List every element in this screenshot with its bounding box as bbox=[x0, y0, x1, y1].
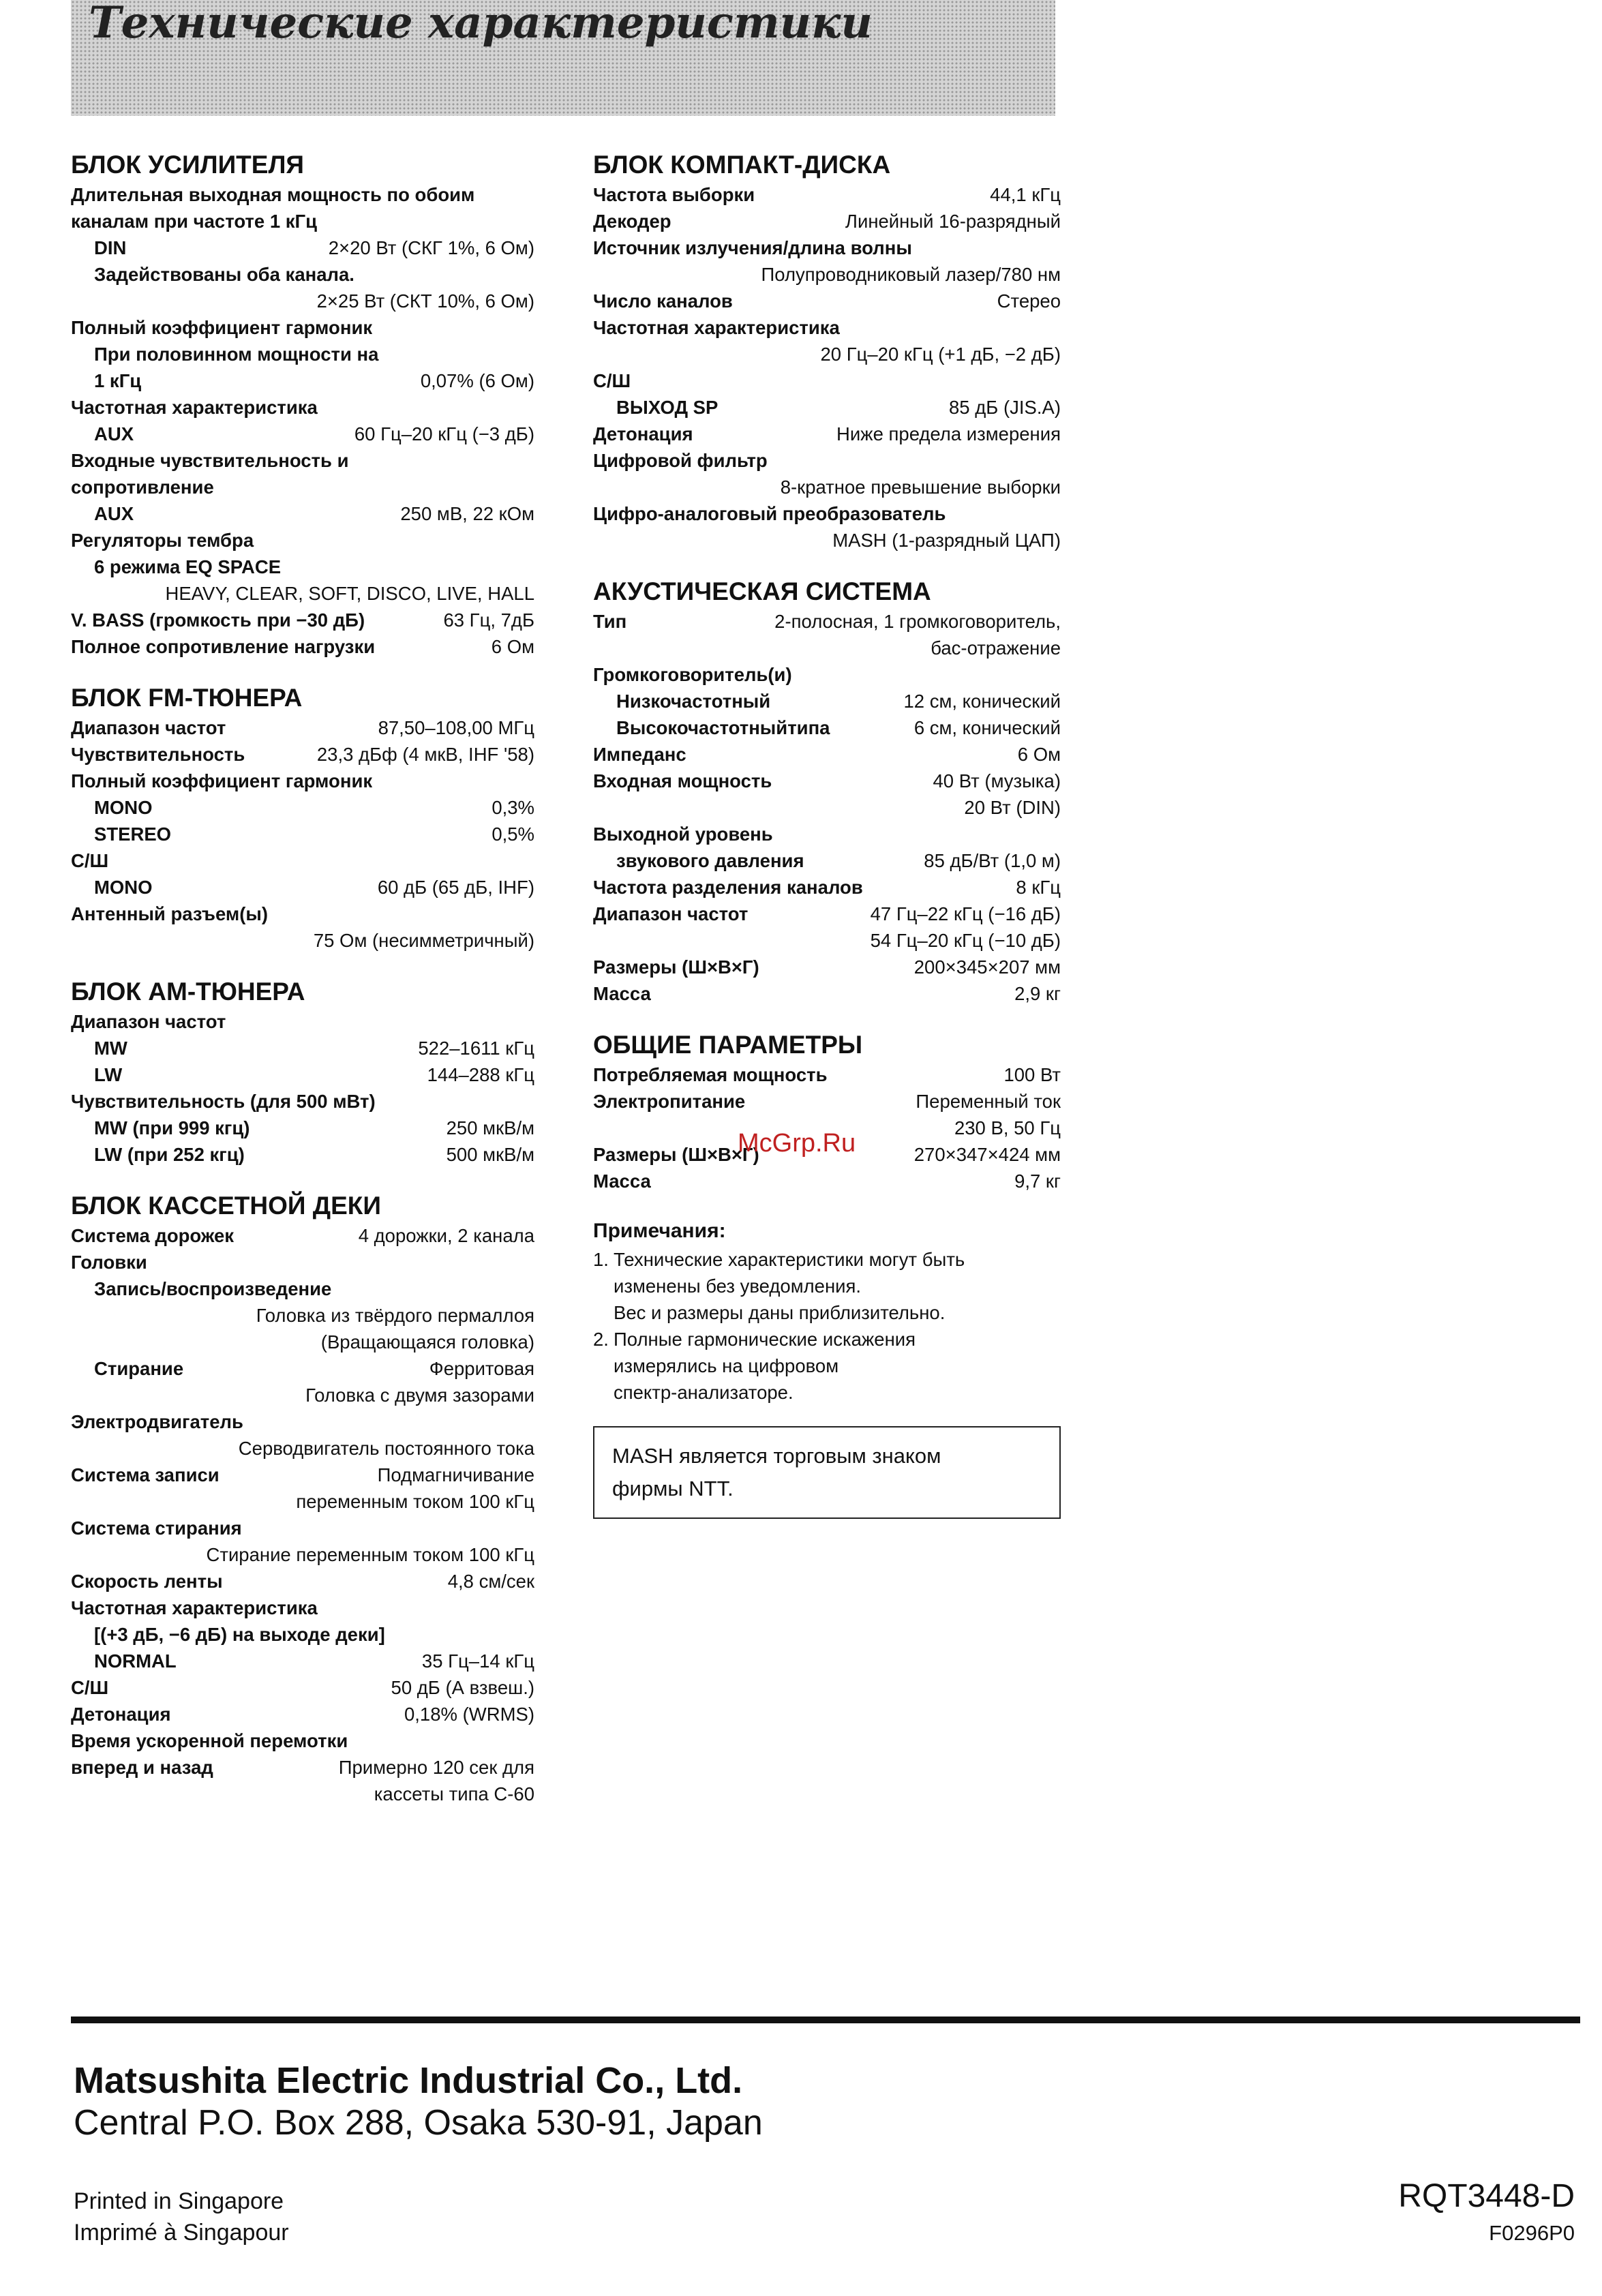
printed-fr: Imprimé à Singapour bbox=[74, 2220, 289, 2246]
document-subcode: F0296P0 bbox=[1489, 2221, 1575, 2245]
spec-value: 8 кГц bbox=[1016, 877, 1061, 898]
spec-row bbox=[593, 741, 1061, 768]
spec-row bbox=[593, 874, 1061, 901]
spec-row bbox=[71, 1648, 534, 1674]
spec-row bbox=[593, 1168, 1061, 1194]
spec-label: вперед и назад bbox=[71, 1757, 213, 1778]
spec-label: Система дорожек bbox=[71, 1225, 235, 1246]
spec-value: 200×345×207 мм bbox=[913, 956, 1061, 978]
spec-row bbox=[71, 1222, 534, 1249]
spec-value: 100 Вт bbox=[1003, 1064, 1061, 1085]
spec-label: DIN bbox=[94, 237, 127, 258]
section-general bbox=[593, 1029, 1061, 1194]
spec-row bbox=[71, 633, 534, 660]
spec-label: LW bbox=[94, 1064, 123, 1085]
spec-value: 44,1 кГц bbox=[990, 184, 1061, 205]
spec-label: Диапазон частот bbox=[71, 1011, 226, 1032]
spec-label: Масса bbox=[593, 983, 651, 1004]
spec-row bbox=[71, 1674, 534, 1701]
note-text: Технические характеристики могут быть изменены без уведомления. Вес и размеры даны приблизительно. bbox=[614, 1249, 965, 1323]
note-item bbox=[593, 1326, 1061, 1406]
spec-value: 6 Ом bbox=[491, 636, 534, 657]
spec-row bbox=[593, 954, 1061, 980]
spec-label: Чувствительность (для 500 мВт) bbox=[71, 1091, 376, 1112]
spec-value: (Вращающаяся головка) bbox=[320, 1331, 534, 1353]
company-address: Central P.O. Box 288, Osaka 530-91, Japan bbox=[74, 2103, 763, 2143]
spec-label: Задействованы оба канала. bbox=[94, 264, 354, 285]
spec-row bbox=[71, 421, 534, 447]
spec-label: Размеры (Ш×В×Г) bbox=[593, 1144, 759, 1165]
spec-value: 6 Ом bbox=[1017, 744, 1061, 765]
spec-value: 0,5% bbox=[492, 824, 534, 845]
spec-row bbox=[593, 980, 1061, 1007]
spec-label: Цифровой фильтр bbox=[593, 450, 768, 471]
spec-label: Входная мощность bbox=[593, 770, 772, 791]
spec-value: Стерео bbox=[997, 290, 1061, 312]
spec-row bbox=[593, 394, 1061, 421]
spec-label: Частотная характеристика bbox=[71, 397, 318, 418]
spec-label: MONO bbox=[94, 797, 153, 818]
spec-value: 8-кратное превышение выборки bbox=[780, 477, 1061, 498]
spec-value: 85 дБ/Вт (1,0 м) bbox=[924, 850, 1061, 871]
notes bbox=[593, 1216, 1061, 1406]
spec-label: Громкоговоритель(и) bbox=[593, 664, 792, 685]
spec-label: С/Ш bbox=[71, 1677, 109, 1698]
spec-label: С/Ш bbox=[593, 370, 631, 391]
spec-value: 2,9 кг bbox=[1014, 983, 1061, 1004]
spec-label: С/Ш bbox=[71, 850, 109, 871]
spec-label: V. BASS (громкость при −30 дБ) bbox=[71, 609, 365, 631]
spec-value: Переменный ток bbox=[916, 1091, 1061, 1112]
spec-value: Ниже предела измерения bbox=[836, 423, 1061, 444]
note-text: Полные гармонические искажения измерялись на цифровом спектр-анализаторе. bbox=[614, 1329, 916, 1403]
left-column bbox=[71, 149, 534, 1829]
spec-label: Регуляторы тембра bbox=[71, 530, 254, 551]
spec-value: 2×20 Вт (СКГ 1%, 6 Ом) bbox=[328, 237, 534, 258]
spec-value: 85 дБ (JIS.A) bbox=[949, 397, 1061, 418]
spec-value: 20 Вт (DIN) bbox=[964, 797, 1061, 818]
spec-row bbox=[593, 421, 1061, 447]
spec-row bbox=[71, 1141, 534, 1168]
spec-label: STEREO bbox=[94, 824, 172, 845]
spec-label: Число каналов bbox=[593, 290, 733, 312]
spec-label: Входные чувствительность и bbox=[71, 450, 349, 471]
spec-row bbox=[593, 847, 1061, 874]
mash-trademark-box: MASH является торговым знаком фирмы NTT. bbox=[593, 1426, 1061, 1519]
spec-label: Система стирания bbox=[71, 1517, 242, 1539]
spec-value: 75 Ом (несимметричный) bbox=[313, 930, 534, 951]
section-title: БЛОК КОМПАКТ-ДИСКА bbox=[593, 151, 891, 179]
spec-label: ВЫХОД SP bbox=[616, 397, 719, 418]
notes-title: Примечания: bbox=[593, 1220, 726, 1242]
spec-label: Детонация bbox=[71, 1704, 171, 1725]
spec-value: 50 дБ (А взвеш.) bbox=[391, 1677, 534, 1698]
spec-label: Электропитание bbox=[593, 1091, 746, 1112]
spec-value: 12 см, конический bbox=[903, 691, 1061, 712]
spec-value: 9,7 кг bbox=[1014, 1170, 1061, 1192]
spec-value: 47 Гц–22 кГц (−16 дБ) bbox=[870, 903, 1061, 924]
spec-row bbox=[593, 608, 1061, 635]
spec-row bbox=[71, 874, 534, 901]
spec-row bbox=[71, 1568, 534, 1595]
page-title: Технические характеристики bbox=[89, 0, 873, 48]
spec-value: 23,3 дБф (4 мкВ, IHF '58) bbox=[316, 744, 534, 765]
spec-label: Частота выборки bbox=[593, 184, 755, 205]
spec-row bbox=[71, 794, 534, 821]
spec-label: При половинном мощности на bbox=[94, 344, 379, 365]
section-amplifier bbox=[71, 149, 534, 660]
right-column bbox=[593, 149, 1061, 1519]
spec-row bbox=[593, 901, 1061, 927]
spec-label: 1 кГц bbox=[94, 370, 142, 391]
spec-value: 4 дорожки, 2 канала bbox=[358, 1225, 534, 1246]
spec-value: 6 см, конический bbox=[913, 717, 1061, 738]
spec-value: HEAVY, CLEAR, SOFT, DISCO, LIVE, HALL bbox=[165, 583, 534, 604]
spec-value: Стирание переменным током 100 кГц bbox=[206, 1544, 534, 1565]
spec-label: сопротивление bbox=[71, 477, 214, 498]
spec-label: Диапазон частот bbox=[71, 717, 226, 738]
spec-value: Подмагничивание bbox=[377, 1464, 534, 1485]
spec-label: звукового давления bbox=[616, 850, 804, 871]
spec-row bbox=[71, 714, 534, 741]
spec-value: Ферритовая bbox=[429, 1358, 534, 1379]
spec-value: 4,8 см/сек bbox=[447, 1571, 534, 1592]
spec-row bbox=[71, 1462, 534, 1488]
spec-list bbox=[71, 181, 534, 660]
spec-row bbox=[593, 688, 1061, 714]
spec-label: Выходной уровень bbox=[593, 824, 773, 845]
spec-label: Декодер bbox=[593, 211, 671, 232]
spec-label: Низкочастотный bbox=[616, 691, 771, 712]
section-cassette-deck bbox=[71, 1190, 534, 1807]
section-title: БЛОК АМ-ТЮНЕРА bbox=[71, 978, 305, 1006]
spec-list bbox=[593, 181, 1061, 554]
section-title: АКУСТИЧЕСКАЯ СИСТЕМА bbox=[593, 577, 931, 605]
spec-list bbox=[71, 1222, 534, 1807]
spec-label: LW (при 252 кгц) bbox=[94, 1144, 245, 1165]
spec-label: каналам при частоте 1 кГц bbox=[71, 211, 318, 232]
spec-label: Частотная характеристика bbox=[593, 317, 840, 338]
spec-value: 35 Гц–14 кГц bbox=[421, 1650, 534, 1672]
document-code: RQT3448-D bbox=[1398, 2178, 1575, 2214]
spec-list bbox=[71, 714, 534, 954]
footer-rule bbox=[71, 2016, 1580, 2023]
note-number: 2. bbox=[593, 1329, 609, 1350]
spec-row bbox=[71, 1754, 534, 1781]
spec-value: 63 Гц, 7дБ bbox=[443, 609, 534, 631]
spec-row bbox=[71, 1355, 534, 1382]
spec-row bbox=[71, 500, 534, 527]
spec-value: 40 Вт (музыка) bbox=[933, 770, 1061, 791]
spec-value: 60 дБ (65 дБ, IHF) bbox=[377, 877, 534, 898]
spec-row bbox=[71, 1115, 534, 1141]
spec-row bbox=[71, 607, 534, 633]
spec-label: Стирание bbox=[94, 1358, 184, 1379]
spec-label: 6 режима EQ SPACE bbox=[94, 556, 282, 577]
spec-value: Серводвигатель постоянного тока bbox=[238, 1438, 534, 1459]
spec-label: Цифро-аналоговый преобразователь bbox=[593, 503, 946, 524]
spec-value: 2×25 Вт (СКТ 10%, 6 Ом) bbox=[316, 290, 534, 312]
spec-list bbox=[71, 1008, 534, 1168]
spec-value: MASH (1-разрядный ЦАП) bbox=[832, 530, 1061, 551]
spec-row bbox=[71, 741, 534, 768]
section-cd bbox=[593, 149, 1061, 554]
spec-label: Головки bbox=[71, 1252, 147, 1273]
spec-value: 250 мВ, 22 кОм bbox=[400, 503, 534, 524]
printed-en: Printed in Singapore bbox=[74, 2188, 284, 2214]
spec-value: 522–1611 кГц bbox=[418, 1038, 534, 1059]
spec-value: кассеты типа С-60 bbox=[374, 1783, 534, 1804]
spec-label: Электродвигатель bbox=[71, 1411, 243, 1432]
spec-label: NORMAL bbox=[94, 1650, 177, 1672]
printed-in bbox=[74, 2186, 289, 2248]
spec-list bbox=[593, 608, 1061, 1007]
spec-row bbox=[593, 208, 1061, 235]
section-title: БЛОК FM-ТЮНЕРА bbox=[71, 684, 303, 712]
spec-value: Головка с двумя зазорами bbox=[305, 1385, 534, 1406]
spec-row bbox=[71, 235, 534, 261]
spec-label: Полный коэффициент гармоник bbox=[71, 317, 373, 338]
spec-value: 20 Гц–20 кГц (+1 дБ, −2 дБ) bbox=[820, 344, 1061, 365]
section-fm-tuner bbox=[71, 682, 534, 954]
spec-row bbox=[71, 1701, 534, 1727]
spec-value: бас-отражение bbox=[931, 637, 1061, 659]
spec-label: Скорость ленты bbox=[71, 1571, 223, 1592]
spec-value: 0,18% (WRMS) bbox=[404, 1704, 534, 1725]
spec-label: MW bbox=[94, 1038, 127, 1059]
spec-value: Головка из твёрдого пермаллоя bbox=[256, 1305, 534, 1326]
spec-value: 250 мкВ/м bbox=[446, 1117, 534, 1138]
spec-row bbox=[593, 181, 1061, 208]
spec-value: 230 В, 50 Гц bbox=[954, 1117, 1061, 1138]
spec-label: Источник излучения/длина волны bbox=[593, 237, 912, 258]
spec-value: 54 Гц–20 кГц (−10 дБ) bbox=[870, 930, 1061, 951]
note-number: 1. bbox=[593, 1249, 609, 1270]
spec-row bbox=[71, 1035, 534, 1061]
spec-label: AUX bbox=[94, 423, 134, 444]
spec-label: Время ускоренной перемотки bbox=[71, 1730, 348, 1751]
spec-value: 2-полосная, 1 громкоговоритель, bbox=[774, 611, 1061, 632]
spec-value: переменным током 100 кГц bbox=[296, 1491, 534, 1512]
spec-row bbox=[593, 714, 1061, 741]
spec-label: Чувствительность bbox=[71, 744, 245, 765]
spec-label: Система записи bbox=[71, 1464, 220, 1485]
spec-label: Длительная выходная мощность по обоим bbox=[71, 184, 475, 205]
spec-row bbox=[71, 367, 534, 394]
spec-row bbox=[71, 1061, 534, 1088]
spec-label: Детонация bbox=[593, 423, 693, 444]
watermark: McGrp.Ru bbox=[738, 1129, 856, 1158]
company-name: Matsushita Electric Industrial Co., Ltd. bbox=[74, 2060, 743, 2101]
spec-label: Размеры (Ш×В×Г) bbox=[593, 956, 759, 978]
spec-row bbox=[593, 1088, 1061, 1115]
header-banner bbox=[71, 0, 1055, 116]
section-title: БЛОК КАССЕТНОЙ ДЕКИ bbox=[71, 1192, 381, 1220]
spec-label: Запись/воспроизведение bbox=[94, 1278, 332, 1299]
spec-row bbox=[593, 1061, 1061, 1088]
spec-label: Высокочастотныйтипа bbox=[616, 717, 830, 738]
spec-label: Тип bbox=[593, 611, 627, 632]
note-item bbox=[593, 1246, 1061, 1326]
spec-value: 87,50–108,00 МГц bbox=[378, 717, 534, 738]
spec-label: Полный коэффициент гармоник bbox=[71, 770, 373, 791]
spec-list bbox=[593, 1061, 1061, 1194]
spec-label: AUX bbox=[94, 503, 134, 524]
spec-value: 500 мкВ/м bbox=[446, 1144, 534, 1165]
section-title: БЛОК УСИЛИТЕЛЯ bbox=[71, 151, 304, 179]
spec-value: 60 Гц–20 кГц (−3 дБ) bbox=[354, 423, 534, 444]
section-speakers bbox=[593, 575, 1061, 1007]
spec-row bbox=[593, 768, 1061, 794]
spec-label: Антенный разъем(ы) bbox=[71, 903, 269, 924]
spec-row bbox=[593, 288, 1061, 314]
spec-label: Масса bbox=[593, 1170, 651, 1192]
spec-label: Диапазон частот bbox=[593, 903, 749, 924]
spec-value: 0,07% (6 Ом) bbox=[420, 370, 534, 391]
spec-label: [(+3 дБ, −6 дБ) на выходе деки] bbox=[94, 1624, 385, 1645]
spec-label: Частотная характеристика bbox=[71, 1597, 318, 1618]
section-title: ОБЩИЕ ПАРАМЕТРЫ bbox=[593, 1031, 863, 1059]
spec-value: 270×347×424 мм bbox=[913, 1144, 1061, 1165]
spec-value: Линейный 16-разрядный bbox=[845, 211, 1061, 232]
spec-label: Потребляемая мощность bbox=[593, 1064, 828, 1085]
spec-value: 0,3% bbox=[492, 797, 534, 818]
spec-label: MW (при 999 кгц) bbox=[94, 1117, 250, 1138]
spec-value: 144–288 кГц bbox=[427, 1064, 534, 1085]
spec-label: Частота разделения каналов bbox=[593, 877, 863, 898]
spec-label: MONO bbox=[94, 877, 153, 898]
section-am-tuner bbox=[71, 976, 534, 1168]
spec-label: Импеданс bbox=[593, 744, 686, 765]
spec-label: Полное сопротивление нагрузки bbox=[71, 636, 376, 657]
spec-row bbox=[71, 821, 534, 847]
spec-value: Примерно 120 сек для bbox=[338, 1757, 534, 1778]
spec-value: Полупроводниковый лазер/780 нм bbox=[761, 264, 1061, 285]
